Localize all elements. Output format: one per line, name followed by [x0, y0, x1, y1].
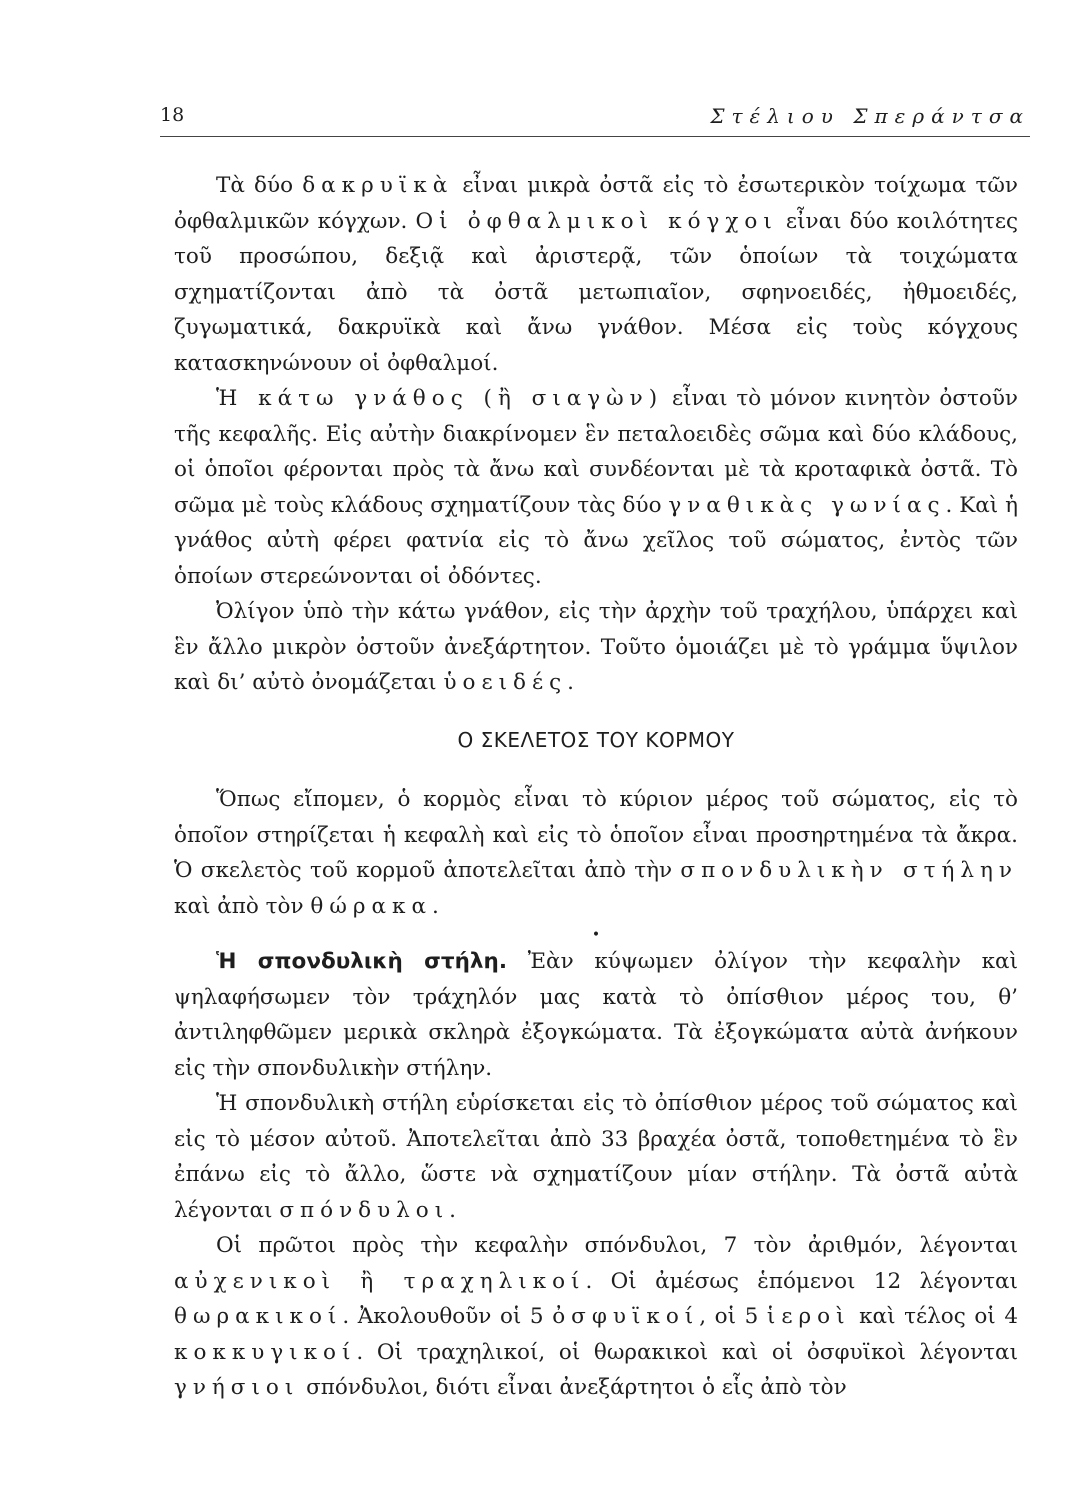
paragraph-lacrimal-orbits: Τὰ δύο δακρυϊκὰ εἶναι μικρὰ ὀστᾶ εἰς τὸ ἐσωτερικὸν τοίχωμα τῶν ὀφθαλμικῶν κόγχων. Οἱ ὀφθαλμικοὶ κόγχοι εἶναι δύο κοιλότητες τοῦ προσώπου, δεξιᾷ καὶ ἀριστερᾷ, τῶν ὁποίων τὰ τοιχώματα σχηματίζονται ἀπὸ τὰ ὀστᾶ μετωπιαῖον, σφηνοειδές, ἠθμοειδές, ζυγωματικά, δακρυϊκὰ καὶ ἄνω γνάθον. Μέσα εἰς τοὺς κόγχους κατασκηνώνουν οἱ ὀφθαλμοί. [174, 173, 1018, 376]
spaced-term: σπονδυλικὴν στήλην [680, 858, 1018, 883]
spaced-term: δακρυϊκὰ [302, 173, 454, 198]
spaced-term: ἱεροὶ [766, 1304, 851, 1329]
spaced-term: ὑοειδές [443, 670, 568, 695]
spaced-term: θωρακικοί [174, 1304, 343, 1329]
paragraph-vertebrae-types: Οἱ πρῶτοι πρὸς τὴν κεφαλὴν σπόνδυλοι, 7 τὸν ἀριθμόν, λέγονται αὐχενικοὶ ἢ τραχηλικοί. Οἱ ἀμέσως ἑπόμενοι 12 λέγονται θωρακικοί. Ἀκολουθοῦν οἱ 5 ὀσφυϊκοί, οἱ 5 ἱεροὶ καὶ τέλος οἱ 4 κοκκυγικοί. Οἱ τραχηλικοί, οἱ θωρακικοὶ καὶ οἱ ὀσφυϊκοὶ λέγονται γνήσιοι σπόνδυλοι, διότι εἶναι ἀνεξάρτητοι ὁ εἷς ἀπὸ τὸν [174, 1233, 1019, 1400]
body-text [174, 168, 1018, 1406]
spaced-term: Ἡ κάτω γνάθος (ἢ σιαγὼν) [216, 386, 664, 411]
paragraph-lower-jaw: Ἡ κάτω γνάθος (ἢ σιαγὼν) εἶναι τὸ μόνον κινητὸν ὀστοῦν τῆς κεφαλῆς. Εἰς αὐτὴν διακρίνομεν ἓν πεταλοειδὲς σῶμα καὶ δύο κλάδους, οἱ ὁποῖοι φέρονται πρὸς τὰ ἄνω καὶ συνδέονται μὲ τὰ κροταφικὰ ὀστᾶ. Τὸ σῶμα μὲ τοὺς κλάδους σχηματίζουν τὰς δύο γναθικὰς γωνίας. Καὶ ἡ γνάθος αὐτὴ φέρει φατνία εἰς τὸ ἄνω χεῖλος τοῦ σώματος, ἐντὸς τῶν ὁποίων στερεώνονται οἱ ὀδόντες. [174, 386, 1018, 589]
spaced-term: θώρακα [310, 893, 432, 919]
page-number: 18 [160, 104, 185, 126]
bullet-mark: • [591, 927, 601, 943]
spaced-term: αὐχενικοὶ ἢ τραχηλικοί [174, 1268, 586, 1294]
spaced-term: κοκκυγικοί [174, 1339, 357, 1365]
spaced-term: Οἱ ὀφθαλμικοὶ κόγχοι [415, 208, 778, 234]
section-heading: Ο ΣΚΕΛΕΤΟΣ ΤΟΥ ΚΟΡΜΟΥ [457, 727, 735, 752]
paragraph-spine-location: Ἡ σπονδυλικὴ στήλη εὑρίσκεται εἰς τὸ ὀπίσθιον μέρος τοῦ σώματος καὶ εἰς τὸ μέσον αὐτοῦ. Ἀποτελεῖται ἀπὸ 33 βραχέα ὀστᾶ, τοποθετημένα τὸ ἓν ἐπάνω εἰς τὸ ἄλλο, ὥστε νὰ σχηματίζουν μίαν στήλην. Τὰ ὀστᾶ αὐτὰ λέγονται σπόνδυλοι. [174, 1091, 1018, 1223]
spaced-term: ὀσφυϊκοί [552, 1304, 700, 1329]
spaced-term: γνήσιοι [174, 1375, 300, 1400]
spaced-term: γναθικὰς γωνίας [668, 492, 946, 518]
sub-heading: Ἡ σπονδυλικὴ στήλη. [216, 949, 508, 974]
running-head: Στέλιου Σπεράντσα [710, 104, 1030, 128]
paragraph-trunk: Ὅπως εἴπομεν, ὁ κορμὸς εἶναι τὸ κύριον μέρος τοῦ σώματος, εἰς τὸ ὁποῖον στηρίζεται ἡ κεφαλὴ καὶ εἰς τὸ ὁποῖον εἶναι προσηρτημένα τὰ ἄκρα. Ὁ σκελετὸς τοῦ κορμοῦ ἀποτελεῖται ἀπὸ τὴν σπονδυλικὴν στήλην καὶ ἀπὸ τὸν θώρακα. [174, 787, 1018, 919]
paragraph-spine-intro: Ἡ σπονδυλικὴ στήλη. Ἐὰν κύψωμεν ὀλίγον τὴν κεφαλὴν καὶ ψηλαφήσωμεν τὸν τράχηλόν μας κατὰ τὸ ὀπίσθιον μέρος του, θ’ ἀντιληφθῶμεν μερικὰ σκληρὰ ἐξογκώματα. Τὰ ἐξογκώματα αὐτὰ ἀνήκουν εἰς τὴν σπονδυλικὴν στήλην. [174, 949, 1018, 1081]
paragraph-hyoid: Ὀλίγον ὑπὸ τὴν κάτω γνάθον, εἰς τὴν ἀρχὴν τοῦ τραχήλου, ὑπάρχει καὶ ἓν ἄλλο μικρὸν ὀστοῦν ἀνεξάρτητον. Τοῦτο ὁμοιάζει μὲ τὸ γράμμα ὕψιλον καὶ δι’ αὐτὸ ὀνομάζεται ὑοειδές. [174, 599, 1018, 695]
page-header [160, 100, 1030, 137]
spaced-term: σπόνδυλοι [279, 1197, 450, 1223]
